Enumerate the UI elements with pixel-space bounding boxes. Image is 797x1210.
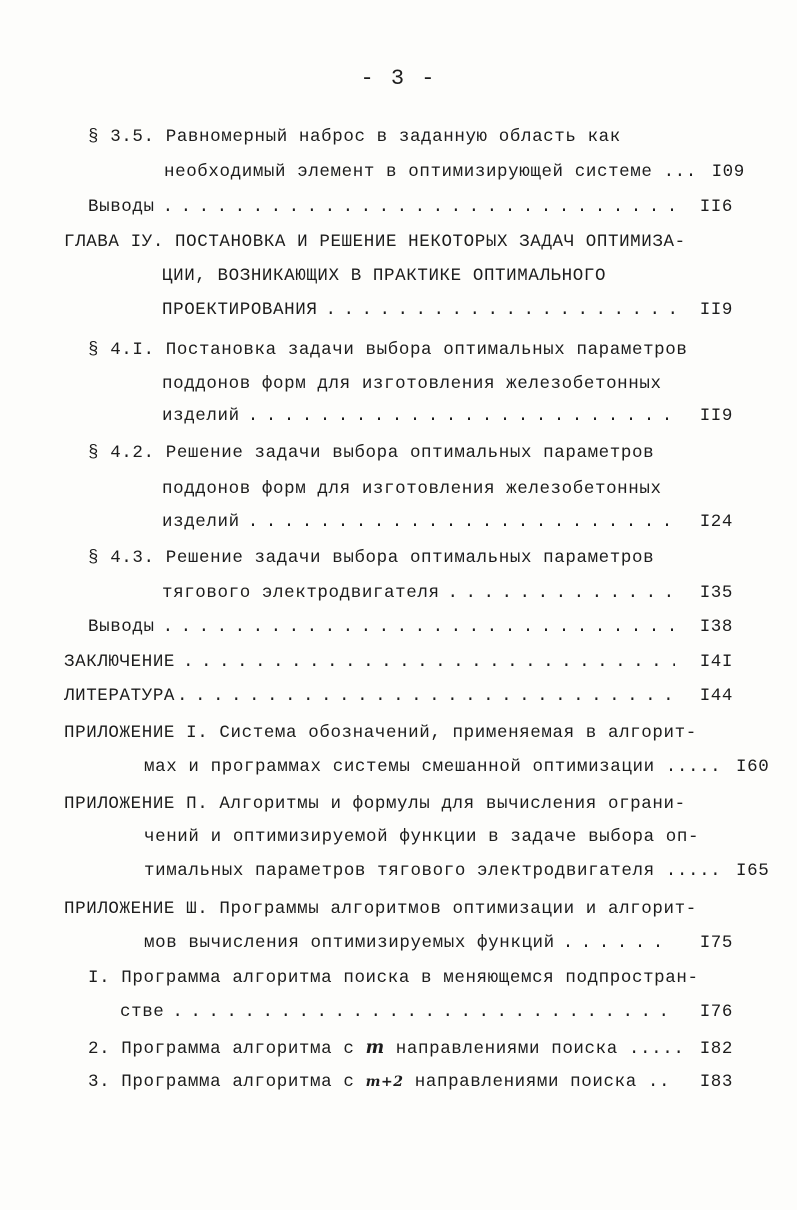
toc-line: [162, 370, 662, 398]
toc-page: II9: [699, 300, 733, 320]
toc-text: [88, 1068, 670, 1096]
toc-text: Выводы: [88, 197, 155, 217]
toc-line: [64, 790, 686, 818]
toc-line: [144, 857, 770, 885]
toc-page: I35: [699, 583, 733, 603]
toc-text: изделий: [162, 512, 240, 532]
handwritten-symbol: m: [365, 1038, 385, 1058]
toc-page: I83: [699, 1072, 733, 1092]
toc-text-part: направлениями поиска .....: [384, 1039, 685, 1059]
toc-text: ПРИЛОЖЕНИЕ Ш. Программы алгоритмов оптимизации и алгорит-: [64, 899, 697, 919]
toc-text: тягового электродвигателя: [162, 583, 440, 603]
toc-line: [64, 648, 733, 676]
toc-line: [162, 508, 733, 536]
dot-leader: [325, 296, 675, 324]
toc-text: ЛИТЕРАТУРА: [64, 686, 176, 706]
toc-line: [88, 123, 621, 151]
toc-line: [144, 753, 770, 781]
toc-text: § 3.5. Равномерный наброс в заданную область как: [88, 127, 621, 147]
toc-text: мах и программах системы смешанной оптимизации .....: [144, 757, 722, 777]
toc-page: I75: [699, 933, 733, 953]
toc-text: ЗАКЛЮЧЕНИЕ: [64, 652, 176, 672]
dot-leader: [183, 648, 675, 676]
dot-leader: [448, 579, 675, 607]
toc-line: [162, 579, 733, 607]
toc-text: [88, 1034, 684, 1063]
dot-leader: [172, 998, 675, 1026]
toc-page: I65: [735, 861, 770, 881]
toc-line: [88, 613, 733, 641]
toc-text: § 4.2. Решение задачи выбора оптимальных параметров: [88, 443, 655, 463]
toc-line: [162, 262, 606, 290]
toc-page: II9: [699, 406, 733, 426]
dot-leader: [248, 402, 675, 430]
toc-line: [88, 544, 654, 572]
toc-line: [162, 475, 662, 503]
toc-line: [162, 402, 733, 430]
toc-text: стве: [120, 1002, 165, 1022]
toc-line: [64, 228, 686, 256]
toc-line: [162, 296, 733, 324]
toc-text: § 4.3. Решение задачи выбора оптимальных параметров: [88, 548, 655, 568]
toc-text: I. Программа алгоритма поиска в меняющемся подпростран-: [88, 968, 699, 988]
handwritten-symbol: m+2: [365, 1074, 404, 1090]
toc-text: ПРОЕКТИРОВАНИЯ: [162, 300, 318, 320]
toc-line: [144, 823, 699, 851]
dot-leader: [163, 613, 675, 641]
toc-line: [64, 719, 697, 747]
dot-leader: [248, 508, 675, 536]
page-number: - 3 -: [360, 66, 437, 91]
toc-text: ПРИЛОЖЕНИЕ I. Система обозначений, применяемая в алгорит-: [64, 723, 697, 743]
toc-line: [88, 439, 654, 467]
dot-leader: [163, 193, 675, 221]
toc-text: поддонов форм для изготовления железобетонных: [162, 479, 662, 499]
toc-line: [64, 895, 697, 923]
toc-text: § 4.I. Постановка задачи выбора оптимальных параметров: [88, 340, 688, 360]
toc-text-part: 3. Программа алгоритма с: [88, 1072, 355, 1092]
toc-line: [88, 336, 688, 364]
toc-text-part: направлениями поиска ..: [403, 1072, 671, 1092]
dot-leader: [177, 682, 675, 710]
toc-line: [120, 998, 733, 1026]
toc-text: необходимый элемент в оптимизирующей системе ...: [164, 162, 697, 182]
toc-line: [164, 158, 745, 186]
toc-text: изделий: [162, 406, 240, 426]
toc-text: чений и оптимизируемой функции в задаче выбора оп-: [144, 827, 700, 847]
toc-line: [88, 964, 699, 992]
toc-page: I82: [699, 1039, 733, 1059]
toc-page: I60: [735, 757, 770, 777]
toc-text: ЦИИ, ВОЗНИКАЮЩИХ В ПРАКТИКЕ ОПТИМАЛЬНОГО: [162, 266, 607, 286]
toc-page: I38: [699, 617, 733, 637]
toc-page: I09: [711, 162, 745, 182]
toc-text-part: 2. Программа алгоритма с: [88, 1039, 355, 1059]
toc-text: Выводы: [88, 617, 155, 637]
toc-line: [88, 1034, 733, 1062]
toc-line: [144, 929, 733, 957]
toc-page: I44: [699, 686, 733, 706]
dot-leader: [563, 929, 675, 957]
toc-page: I76: [699, 1002, 733, 1022]
toc-text: ГЛАВА IУ. ПОСТАНОВКА И РЕШЕНИЕ НЕКОТОРЫХ ЗАДАЧ ОПТИМИЗА-: [64, 232, 686, 252]
toc-line: [88, 193, 733, 221]
toc-text: поддонов форм для изготовления железобетонных: [162, 374, 662, 394]
toc-page: I24: [699, 512, 733, 532]
toc-line: [88, 1068, 733, 1096]
toc-text: тимальных параметров тягового электродвигателя .....: [144, 861, 722, 881]
toc-line: [64, 682, 733, 710]
toc-page: II6: [699, 197, 733, 217]
toc-text: ПРИЛОЖЕНИЕ П. Алгоритмы и формулы для вычисления ограни-: [64, 794, 686, 814]
toc-page: I4I: [699, 652, 733, 672]
toc-text: мов вычисления оптимизируемых функций: [144, 933, 555, 953]
